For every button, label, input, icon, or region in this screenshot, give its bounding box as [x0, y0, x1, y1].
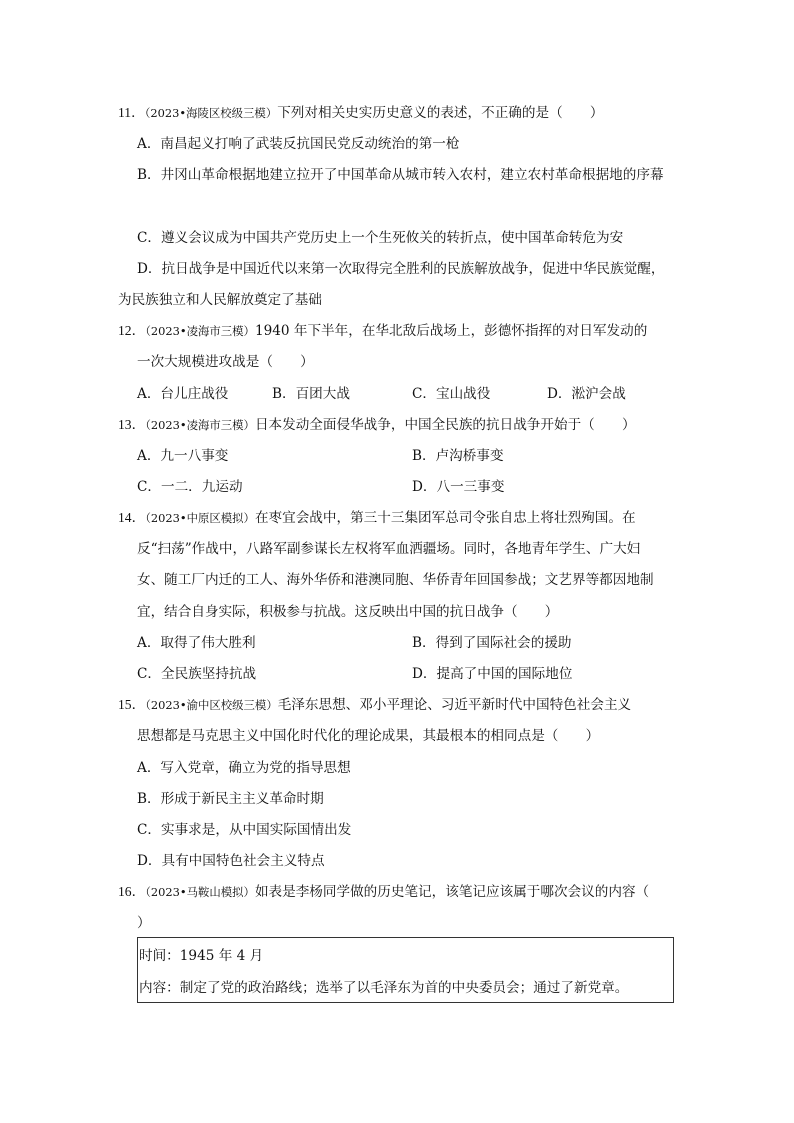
stem-text: 在枣宜会战中，第三十三集团军总司令张自忠上将壮烈殉国。在 [254, 510, 636, 526]
option-a: A．九一八事变 [137, 448, 229, 464]
question-number: 11． [118, 105, 145, 120]
option-d: D．提高了中国的国际地位 [412, 666, 573, 682]
stem-text: 下列对相关史实历史意义的表述，不正确的是（ ） [277, 105, 604, 121]
option-a: A．取得了伟大胜利 [137, 635, 256, 651]
question-source: （2023•中原区模拟） [145, 511, 255, 525]
option-c: C．遵义会议成为中国共产党历史上一个生死攸关的转折点，使中国革命转危为安 [137, 230, 624, 246]
question-source: （2023•海陵区校级三模） [144, 106, 278, 120]
option-a: A．写入党章，确立为党的指导思想 [137, 760, 351, 776]
history-note-table [137, 937, 674, 1003]
option-c: C．一二．九运动 [137, 479, 243, 495]
option-b: B．得到了国际社会的援助 [412, 635, 572, 651]
stem-text: 毛泽东思想、邓小平理论、习近平新时代中国特色社会主义 [277, 697, 632, 713]
question-14-stem [118, 509, 636, 527]
question-15-stem [118, 696, 631, 714]
option-b: B．百团大战 [272, 386, 350, 402]
question-source: （2023•凌海市三模） [145, 324, 255, 338]
option-c: C．宝山战役 [412, 386, 491, 402]
option-b: B．卢沟桥事变 [412, 448, 504, 464]
stem-text: 日本发动全面侵华战争，中国全民族的抗日战争开始于（ ） [254, 417, 636, 433]
stem-text-continued: 思想都是马克思主义中国化时代化的理论成果，其最根本的相同点是（ ） [137, 728, 600, 744]
option-d-continued: 为民族独立和人民解放奠定了基础 [118, 292, 322, 308]
question-source: （2023•马鞍山模拟） [145, 885, 255, 899]
question-source: （2023•渝中区校级三模） [145, 698, 278, 712]
option-b: B．井冈山革命根据地建立拉开了中国革命从城市转入农村，建立农村革命根据地的序幕 [137, 167, 664, 183]
option-b: B．形成于新民主主义革命时期 [137, 791, 324, 807]
option-d: D．抗日战争是中国近代以来第一次取得完全胜利的民族解放战争，促进中华民族觉醒， [137, 261, 665, 277]
option-d: D．淞沪会战 [547, 386, 626, 402]
stem-text-continued: ） [137, 915, 151, 931]
stem-text-continued: 宜，结合自身实际，积极参与抗战。这反映出中国的抗日战争（ ） [137, 604, 559, 620]
option-a: A．南昌起义打响了武装反抗国民党反动统治的第一枪 [137, 136, 460, 152]
option-d: D．具有中国特色社会主义特点 [137, 853, 325, 869]
option-c: C．实事求是，从中国实际国情出发 [137, 822, 352, 838]
question-number: 13． [118, 417, 146, 432]
question-number: 16． [118, 884, 146, 899]
question-number: 12． [118, 323, 146, 338]
question-11-stem [118, 104, 603, 122]
note-content: 内容：制定了党的政治路线；选举了以毛泽东为首的中央委员会；通过了新党章。 [139, 980, 629, 996]
option-a: A．台儿庄战役 [137, 386, 229, 402]
question-13-stem [118, 416, 636, 434]
question-12-stem [118, 322, 647, 340]
option-d: D．八一三事变 [412, 479, 505, 495]
stem-text: 1940 年下半年，在华北敌后战场上，彭德怀指挥的对日军发动的 [254, 323, 648, 339]
stem-text-continued: 反“扫荡”作战中，八路军副参谋长左权将军血洒疆场。同时，各地青年学生、广大妇 [137, 541, 641, 557]
note-time: 时间：1945 年 4 月 [139, 948, 264, 964]
option-c: C．全民族坚持抗战 [137, 666, 257, 682]
question-number: 14． [118, 510, 146, 525]
question-number: 15． [118, 697, 146, 712]
question-16-stem [118, 883, 649, 901]
stem-text-continued: 女、随工厂内迁的工人、海外华侨和港澳同胞、华侨青年回国参战；文艺界等都因地制 [137, 572, 654, 588]
stem-text-continued: 一次大规模进攻战是（ ） [137, 354, 314, 370]
stem-text: 如表是李杨同学做的历史笔记，该笔记应该属于哪次会议的内容（ [254, 884, 650, 900]
question-source: （2023•凌海市三模） [145, 418, 255, 432]
